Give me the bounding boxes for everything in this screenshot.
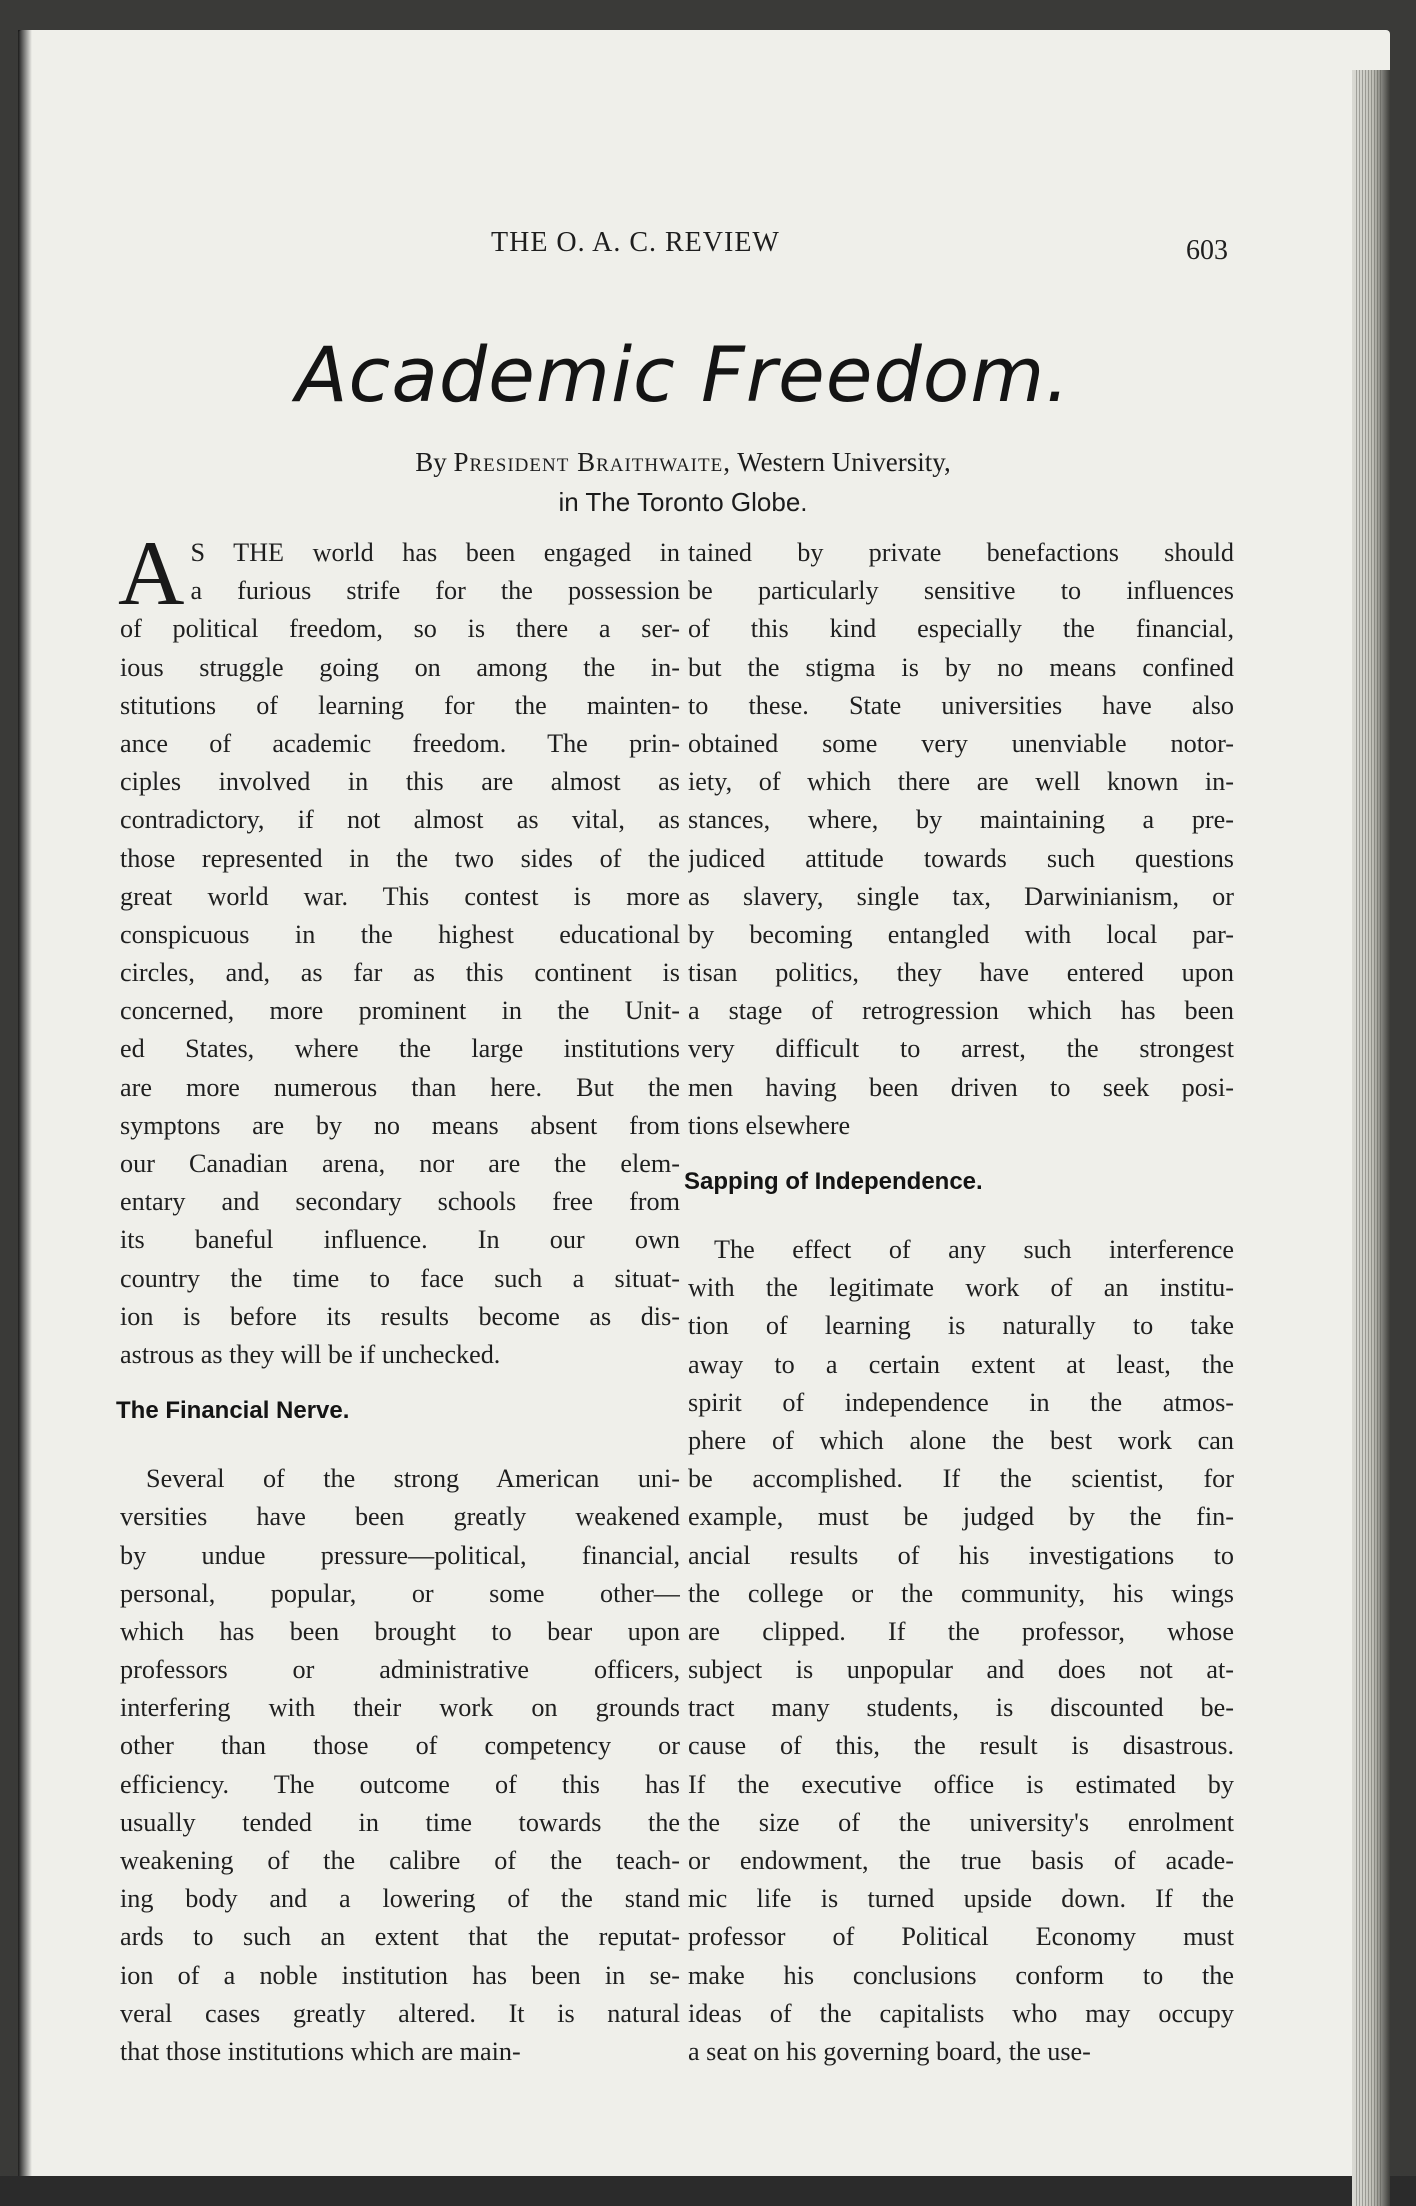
text-line: weakening of the calibre of the teach- <box>120 1846 680 1875</box>
text-line: symptons are by no means absent from <box>120 1110 680 1140</box>
text-line: its baneful influence. In our own <box>120 1225 680 1255</box>
text-line: tion of learning is naturally to take <box>688 1311 1234 1341</box>
byline-line-1 <box>18 442 1348 482</box>
text-line: stitutions of learning for the mainten- <box>120 690 680 720</box>
text-line: interfering with their work on grounds <box>120 1693 680 1723</box>
text-line: spirit of independence in the atmos- <box>688 1387 1234 1417</box>
drop-cap: A <box>118 522 185 624</box>
text-line: are clipped. If the professor, whose <box>688 1616 1234 1646</box>
text-line: the size of the university's enrolment <box>688 1807 1234 1837</box>
text-line: ion is before its results become as dis- <box>120 1301 680 1331</box>
text-line: tions elsewhere <box>688 1110 851 1140</box>
text-line: with the legitimate work of an institu- <box>688 1273 1234 1303</box>
byline-source: in The Toronto Globe. <box>558 487 808 517</box>
text-line: are more numerous than here. But the <box>120 1072 680 1102</box>
text-line: country the time to face such a situat- <box>120 1263 680 1293</box>
subhead-financial-nerve: The Financial Nerve. <box>116 1397 350 1425</box>
text-line: subject is unpopular and does not at- <box>688 1655 1234 1685</box>
text-line: but the stigma is by no means confined <box>688 652 1234 682</box>
page-edge <box>1352 70 1390 2206</box>
text-line: contradictory, if not almost as vital, as <box>120 805 680 835</box>
text-line: of this kind especially the financial, <box>688 614 1234 644</box>
text-line: ance of academic freedom. The prin- <box>120 728 680 758</box>
text-line: circles, and, as far as this continent is <box>120 958 680 988</box>
text-line: example, must be judged by the fin- <box>688 1502 1234 1532</box>
text-line: be accomplished. If the scientist, for <box>688 1464 1234 1494</box>
right-paragraph-2 <box>688 1231 1234 2071</box>
byline-author: President Braithwaite, <box>453 447 731 477</box>
text-line: the college or the community, his wings <box>688 1578 1234 1608</box>
text-line: away to a certain extent at least, the <box>688 1349 1234 1379</box>
text-line: If the executive office is estimated by <box>688 1769 1234 1799</box>
text-line: mic life is turned upside down. If the <box>688 1884 1234 1914</box>
text-line: make his conclusions conform to the <box>688 1960 1234 1990</box>
article-title: Academic Freedom. <box>295 330 1071 419</box>
text-line: ancial results of his investigations to <box>688 1540 1234 1570</box>
text-line: a seat on his governing board, the use- <box>688 2036 1091 2066</box>
text-line: ciples involved in this are almost as <box>120 767 680 797</box>
text-line: to these. State universities have also <box>688 690 1234 720</box>
byline <box>18 442 1348 522</box>
text-line: very difficult to arrest, the strongest <box>688 1034 1234 1064</box>
byline-affiliation: Western University, <box>737 447 951 477</box>
book-page <box>18 30 1390 2176</box>
subhead-sapping-of-independence: Sapping of Independence. <box>684 1168 983 1195</box>
text-line: conspicuous in the highest educational <box>120 919 680 949</box>
text-line: other than those of competency or <box>120 1731 680 1761</box>
text-line: efficiency. The outcome of this has <box>120 1769 680 1799</box>
text-line: versities have been greatly weakened <box>120 1502 680 1532</box>
text-line: ion of a noble institution has been in se- <box>120 1960 680 1990</box>
text-line: veral cases greatly altered. It is natural <box>120 1998 680 2028</box>
page-header <box>18 227 1348 267</box>
text-line: phere of which alone the best work can <box>688 1425 1234 1455</box>
text-line: The effect of any such interference <box>714 1235 1234 1264</box>
text-line: tract many students, is discounted be- <box>688 1693 1234 1723</box>
text-line: which has been brought to bear upon <box>120 1616 680 1646</box>
text-line: cause of this, the result is disastrous. <box>688 1731 1234 1761</box>
right-paragraph-1 <box>688 534 1234 1145</box>
text-line: S THE world has been engaged in <box>190 538 680 567</box>
text-line: a stage of retrogression which has been <box>688 996 1234 1026</box>
text-line: ed States, where the large institutions <box>120 1034 680 1064</box>
text-line: ing body and a lowering of the stand <box>120 1884 680 1914</box>
running-head: THE O. A. C. REVIEW <box>491 227 780 258</box>
text-line: great world war. This contest is more <box>120 881 680 911</box>
binding-shadow <box>18 30 32 2176</box>
text-line: usually tended in time towards the <box>120 1807 680 1837</box>
text-line: professors or administrative officers, <box>120 1655 680 1685</box>
left-paragraph-1 <box>118 522 680 1374</box>
text-line: men having been driven to seek posi- <box>688 1072 1234 1102</box>
text-line: tisan politics, they have entered upon <box>688 958 1234 988</box>
text-line: of political freedom, so is there a ser- <box>120 614 680 644</box>
text-line: our Canadian arena, nor are the elem- <box>120 1149 680 1178</box>
text-line: be particularly sensitive to influences <box>688 576 1234 606</box>
text-line: judiced attitude towards such questions <box>688 843 1234 873</box>
byline-by: By <box>415 447 447 477</box>
text-line: those represented in the two sides of the <box>120 843 680 873</box>
text-line: personal, popular, or some other— <box>120 1578 680 1608</box>
text-line: stances, where, by maintaining a pre- <box>688 805 1234 835</box>
page-number: 603 <box>1186 235 1228 266</box>
text-line: concerned, more prominent in the Unit- <box>120 996 680 1026</box>
text-line: ideas of the capitalists who may occupy <box>688 1998 1234 2028</box>
right-column <box>684 534 1234 2071</box>
text-line: ious struggle going on among the in- <box>120 652 680 682</box>
text-line: astrous as they will be if unchecked. <box>120 1339 501 1369</box>
text-line: that those institutions which are main- <box>120 2036 521 2066</box>
text-line: professor of Political Economy must <box>688 1922 1234 1952</box>
text-line: as slavery, single tax, Darwinianism, or <box>688 881 1234 911</box>
text-line: ards to such an extent that the reputat- <box>120 1922 680 1952</box>
text-line: by undue pressure—political, financial, <box>120 1540 680 1570</box>
text-line: by becoming entangled with local par- <box>688 919 1234 949</box>
text-line: tained by private benefactions should <box>688 538 1234 567</box>
text-line: a furious strife for the possession <box>190 576 680 606</box>
text-line: obtained some very unenviable notor- <box>688 728 1234 758</box>
text-line: or endowment, the true basis of acade- <box>688 1846 1234 1875</box>
text-line: entary and secondary schools free from <box>120 1187 680 1217</box>
left-paragraph-2 <box>120 1460 680 2071</box>
left-column <box>116 522 680 2071</box>
text-line: Several of the strong American uni- <box>146 1464 680 1494</box>
text-line: iety, of which there are well known in- <box>688 767 1234 797</box>
